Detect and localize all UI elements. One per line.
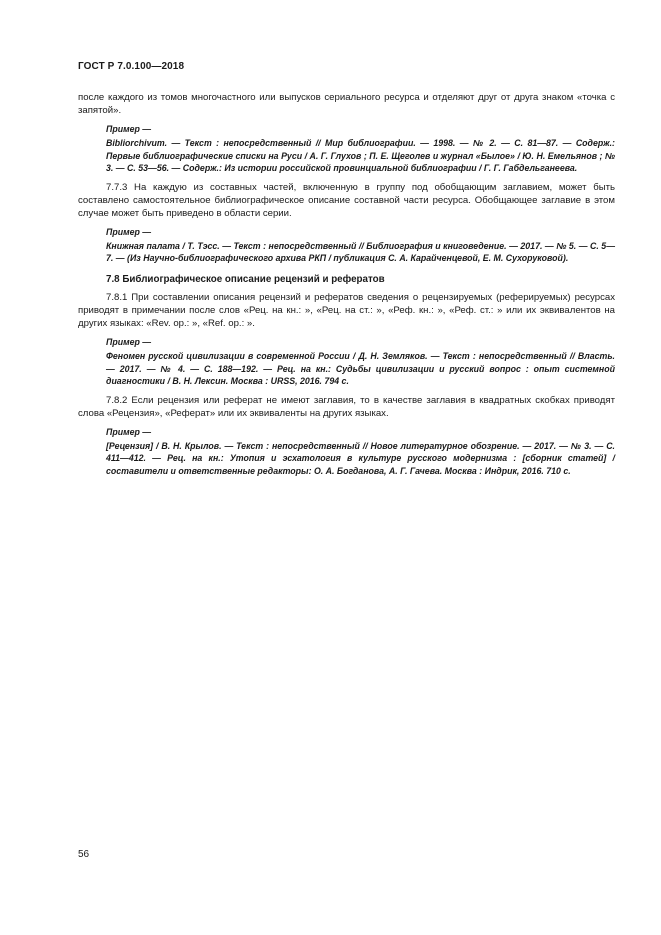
example-text: Bibliorchivum. — Текст : непосредственный // Мир библиографии. — 1998. — № 2. — С. 81—87. — Содерж.: Первые библиографические списки на Руси / А. Г. Глухов ; П. Е. Щеголев и журнал «Былое» / Ю. Н. Емельянов ; № 3. — С. 53—56. — Содерж.: Из истории российской провинциальной библиографии / Г. Г. Габдельганеева. bbox=[106, 138, 615, 174]
paragraph-7-7-3: 7.7.3 На каждую из составных частей, включенную в группу под обобщающим заглавием, может быть составлено самостоятельное библиографическое описание составной части ресурса. Обобщающее заглавие в этом случае может быть приведено в области серии. bbox=[78, 181, 615, 219]
paragraph-7-8-2: 7.8.2 Если рецензия или реферат не имеют заглавия, то в качестве заглавия в квадратных скобках приводят слова «Рецензия», «Реферат» или их эквиваленты на других языках. bbox=[78, 394, 615, 419]
section-heading-7-8: 7.8 Библиографическое описание рецензий и рефератов bbox=[106, 273, 385, 285]
document-header: ГОСТ Р 7.0.100—2018 bbox=[78, 61, 185, 72]
paragraph-continuation: после каждого из томов многочастного или выпусков сериального ресурса и отделяют друг от друга знаком «точка с запятой». bbox=[78, 92, 615, 116]
example-text: [Рецензия] / В. Н. Крылов. — Текст : непосредственный // Новое литературное обозрение. — 2017. — № 3. — С. 411—412. — Рец. на кн.: Утопия и эсхатология в культуре русского модернизма : [сборник статей] / составители и ответственные редакторы: О. А. Богданова, А. Г. Гачева. Москва : Индрик, 2016. 710 с. bbox=[106, 440, 615, 476]
example-label: Пример — bbox=[106, 426, 152, 437]
page-number: 56 bbox=[78, 849, 90, 860]
example-label: Пример — bbox=[106, 226, 152, 237]
paragraph-7-8-1: 7.8.1 При составлении описания рецензий и рефератов сведения о рецензируемых (реферируемых) ресурсах приводят в примечании после слов «Рец. на кн.: », «Рец. на ст.: », «Реф. кн.: », «Реф. ст.: » или их эквивалентов на других языках: «Rev. op.: », «Ref. op.: ». bbox=[78, 291, 615, 329]
page-content bbox=[78, 91, 615, 478]
example-label: Пример — bbox=[106, 336, 152, 347]
example-text: Книжная палата / Т. Тэсс. — Текст : непосредственный // Библиография и книговедение. — 2017. — № 5. — С. 5—7. — (Из Научно-библиографического архива РКП / публикация С. А. Карайченцевой, Е. М. Сухоруковой). bbox=[106, 240, 615, 264]
example-label: Пример — bbox=[106, 124, 152, 134]
example-text: Феномен русской цивилизации в современной России / Д. Н. Земляков. — Текст : непосредственный // Власть. — 2017. — № 4. — С. 188—192. — Рец. на кн.: Судьбы цивилизации и русский вопрос : опыт системной диагностики / В. Н. Лексин. Москва : URSS, 2016. 794 с. bbox=[106, 350, 615, 387]
